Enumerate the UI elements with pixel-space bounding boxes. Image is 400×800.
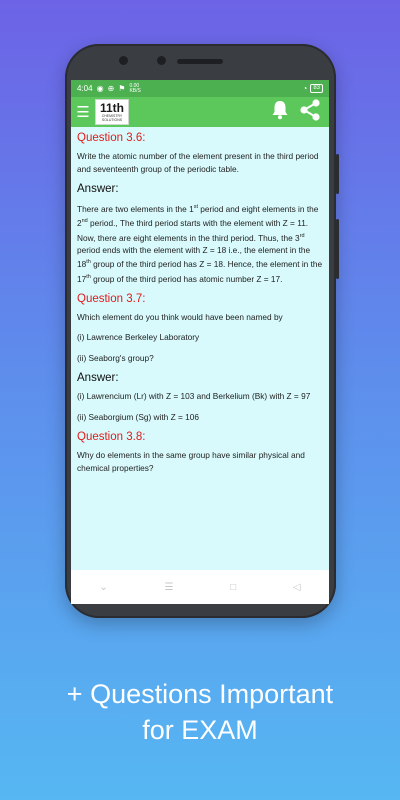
question-text: Why do elements in the same group have similar physical and chemical properties?	[77, 450, 305, 473]
logo-title: 11th	[99, 101, 124, 115]
notification-icon: ⚑	[118, 84, 126, 93]
nav-back-button[interactable]: ◁	[292, 581, 301, 593]
superscript: rd	[299, 232, 305, 239]
solution-content[interactable]	[71, 127, 329, 570]
logo-subtitle: CHEMISTRY SOLUTIONS	[101, 114, 123, 122]
nav-recents-button[interactable]: ☰	[164, 581, 174, 593]
question-title: Question 3.7:	[77, 292, 146, 305]
app-logo	[95, 99, 129, 125]
question-option: (i) Lawrence Berkeley Laboratory	[77, 332, 200, 343]
answer-title: Answer:	[77, 183, 119, 195]
phone-screen	[71, 80, 329, 604]
answer-text-part: There are two elements in the 1	[77, 203, 194, 214]
superscript: th	[86, 259, 91, 266]
power-button	[336, 154, 339, 194]
bell-icon[interactable]	[271, 100, 289, 125]
battery-indicator: 83	[310, 84, 323, 93]
answer-text-part: period ends with the element with Z = 18 i.e., the element in the 18	[77, 244, 311, 270]
status-bar	[71, 80, 329, 97]
hamburger-menu-icon[interactable]: ☰	[76, 104, 90, 121]
earpiece-speaker	[177, 59, 223, 64]
question-title: Question 3.6:	[77, 132, 146, 144]
status-time: 4:04	[77, 84, 93, 93]
volume-button	[336, 219, 339, 279]
answer-text-part: period., The third period starts with the element with Z = 11. Now, there are eight elements in the third period. Thus, the 3	[77, 218, 309, 243]
wifi-icon: ◔	[302, 84, 308, 93]
share-icon[interactable]	[299, 99, 321, 126]
network-speed: 0.00 KB/S	[129, 82, 141, 94]
superscript: st	[193, 204, 198, 210]
nav-down-button[interactable]: ⌄	[99, 581, 108, 593]
question-option: (ii) Seaborg's group?	[77, 352, 154, 363]
answer-text: (i) Lawrencium (Lr) with Z = 103 and Berkelium (Bk) with Z = 97	[77, 391, 311, 402]
promo-caption	[0, 676, 400, 748]
caption-line-1: + Questions Important	[66, 679, 334, 709]
superscript: th	[86, 273, 91, 280]
question-text: Write the atomic number of the element present in the third period and seventeenth group of the periodic table.	[77, 151, 319, 174]
answer-text: (ii) Seaborgium (Sg) with Z = 106	[77, 411, 199, 422]
question-text: Which element do you think would have been named by	[77, 311, 283, 322]
front-camera	[119, 56, 128, 65]
question-title: Question 3.8:	[77, 431, 146, 444]
app-bar	[71, 97, 329, 127]
notification-icon: ◉	[96, 84, 104, 93]
nav-home-button[interactable]: □	[230, 581, 237, 593]
system-nav-bar	[71, 570, 329, 604]
answer-title: Answer:	[77, 372, 119, 385]
answer-text-part: group of the third period has atomic number Z = 17.	[90, 273, 283, 284]
caption-line-2: for EXAM	[142, 715, 258, 745]
answer-text-part: group of the third period has Z = 18. Hence, the element in the 17	[77, 259, 323, 284]
answer-text-part: period and eight elements in the 2	[77, 203, 319, 229]
superscript: nd	[81, 218, 88, 225]
front-sensor	[157, 56, 166, 65]
notification-icon: ⊕	[107, 84, 115, 93]
answer-text	[77, 201, 323, 285]
